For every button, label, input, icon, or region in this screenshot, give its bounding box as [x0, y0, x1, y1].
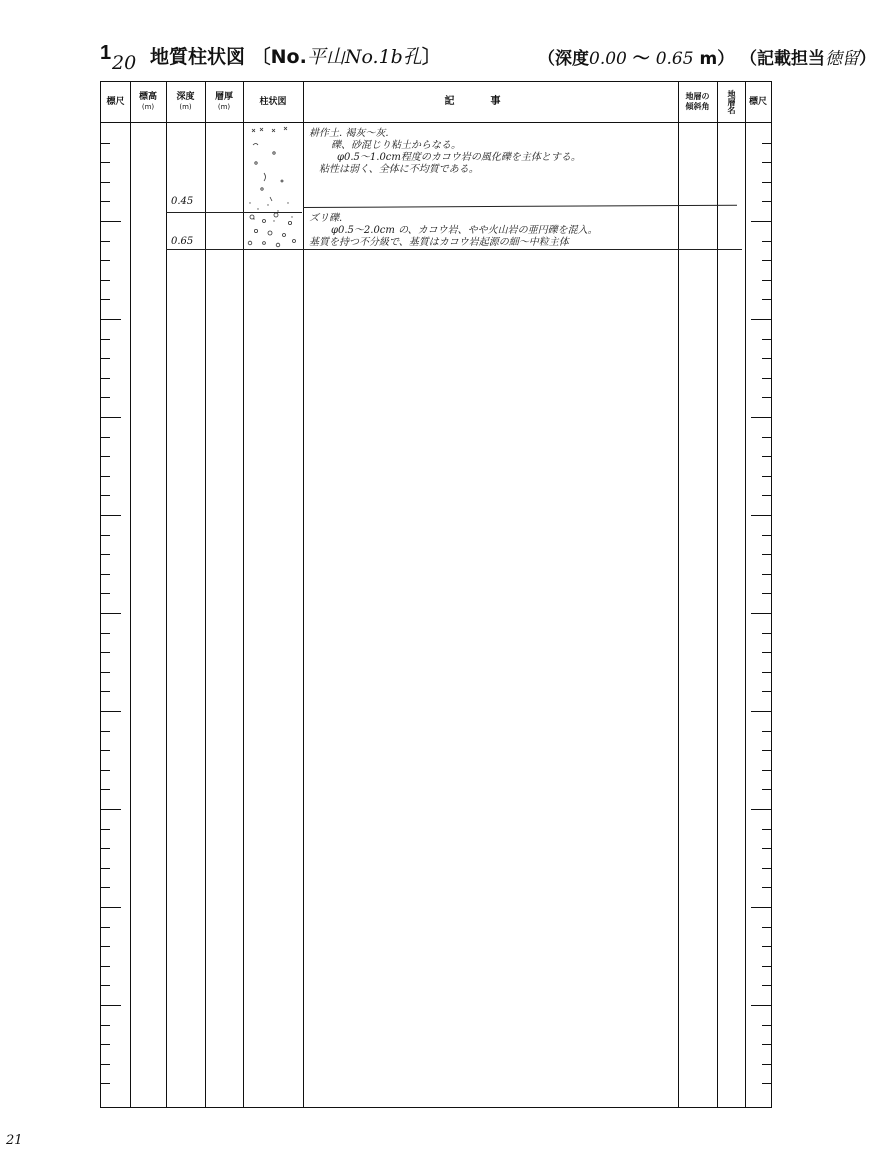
gravel-circle — [250, 215, 254, 219]
person-in-charge: （記載担当徳留） — [740, 49, 876, 69]
gravel-dot — [281, 180, 283, 182]
scale-tick-left — [101, 319, 121, 320]
scale-tick-right — [762, 750, 771, 751]
scale-tick-left — [101, 966, 110, 967]
scale-tick-left — [101, 1083, 110, 1084]
scale-tick-left — [101, 476, 110, 477]
scale-tick-right — [751, 1005, 771, 1006]
gravel-circle — [276, 243, 280, 247]
scale-tick-right — [751, 711, 771, 712]
scale-tick-right — [762, 593, 771, 594]
scale-tick-left — [101, 437, 110, 438]
scale-tick-left — [101, 1005, 121, 1006]
scale-denominator: 20 — [112, 52, 137, 74]
column-pattern — [244, 123, 302, 249]
scale-tick-right — [762, 535, 771, 536]
title-main — [150, 42, 441, 69]
soil-symbol — [264, 173, 266, 181]
scale-tick-left — [101, 750, 110, 751]
scale-tick-left — [101, 829, 110, 830]
scale-tick-left — [101, 907, 121, 908]
layer-description-1: 耕作土. 褐灰～灰. 礫、砂混じり粘土からなる。 φ0.5～1.0cm程度のカコウ岩の風化礫を主体とする。 粘性は弱く、全体に不均質である。 — [309, 128, 581, 175]
scale-tick-left — [101, 711, 121, 712]
scale-tick-right — [762, 495, 771, 496]
header-elevation: 標高 (m) — [138, 92, 157, 111]
scale-tick-right — [762, 672, 771, 673]
layer-depth: 0.65 — [171, 236, 194, 247]
scale-tick-right — [762, 633, 771, 634]
borehole-name: 平山No.1b孔 — [306, 46, 422, 68]
scale-tick-right — [762, 554, 771, 555]
scale-tick-right — [762, 378, 771, 379]
fine-dot — [291, 216, 292, 217]
col-sep — [205, 82, 206, 1107]
col-sep — [745, 82, 746, 1107]
scale-tick-right — [762, 770, 771, 771]
layer-boundary — [166, 249, 742, 250]
scale-tick-left — [101, 652, 110, 653]
scale-tick-left — [101, 143, 110, 144]
gravel-dot — [255, 162, 257, 164]
layer-boundary — [303, 205, 737, 208]
charge-name: 徳留 — [825, 49, 859, 69]
col-sep — [130, 82, 131, 1107]
header-thickness: 層厚 (m) — [214, 92, 233, 111]
scale-tick-left — [101, 770, 110, 771]
soil-symbol — [252, 129, 255, 132]
header-dip-angle: 地層の 傾斜角 — [685, 92, 710, 111]
scale-tick-right — [762, 887, 771, 888]
scale-tick-right — [762, 829, 771, 830]
scale-tick-right — [762, 1025, 771, 1026]
scale-tick-right — [762, 1044, 771, 1045]
scale-tick-right — [751, 319, 771, 320]
header-column: 柱状図 — [259, 97, 287, 107]
scale-tick-left — [101, 417, 121, 418]
depth-from: 0.00 — [589, 49, 627, 69]
scale-tick-right — [762, 397, 771, 398]
scale-tick-left — [101, 1044, 110, 1045]
scale-tick-left — [101, 613, 121, 614]
scale-tick-right — [762, 946, 771, 947]
scale-tick-left — [101, 1025, 110, 1026]
fine-dot — [277, 210, 278, 211]
scale-tick-left — [101, 495, 110, 496]
gravel-circle — [293, 240, 296, 243]
soil-symbol — [253, 144, 258, 146]
scale-tick-right — [762, 358, 771, 359]
header-scale-left: 標尺 — [106, 97, 125, 107]
scale-tick-left — [101, 593, 110, 594]
gravel-circle — [283, 234, 286, 237]
scale-tick-right — [762, 691, 771, 692]
document-title — [100, 40, 876, 74]
scale-tick-right — [751, 417, 771, 418]
soil-symbol — [270, 197, 272, 201]
scale-tick-right — [751, 809, 771, 810]
scale-tick-left — [101, 691, 110, 692]
header-record: 記事 — [444, 96, 537, 107]
scale-tick-right — [762, 280, 771, 281]
fine-dot — [257, 208, 258, 209]
title-text: 地質柱状図 — [150, 46, 246, 68]
header-divider — [101, 122, 771, 123]
gravel-dot — [261, 188, 263, 190]
scale-tick-right — [762, 162, 771, 163]
scale-tick-left — [101, 162, 110, 163]
scale-tick-left — [101, 515, 121, 516]
gravel-circle — [288, 221, 291, 224]
scale-tick-left — [101, 241, 110, 242]
scale-tick-right — [762, 260, 771, 261]
scale-tick-right — [762, 182, 771, 183]
no-suffix: 〕 — [421, 46, 441, 68]
scale-tick-left — [101, 868, 110, 869]
soil-symbol — [260, 128, 263, 131]
scale-tick-left — [101, 789, 110, 790]
gravel-circle — [254, 229, 257, 232]
scale-tick-right — [762, 241, 771, 242]
scale-tick-right — [762, 652, 771, 653]
depth-to: 0.65 — [655, 49, 694, 69]
fine-dot — [249, 202, 250, 203]
fine-dot — [267, 204, 268, 205]
scale-numerator: 1 — [100, 42, 112, 64]
fine-dot — [287, 202, 288, 203]
depth-range: （深度0.00 ～ 0.65 m） — [538, 49, 735, 69]
header-formation: 地層名 — [727, 90, 736, 114]
gravel-circle — [274, 213, 278, 217]
soil-symbol — [272, 129, 275, 132]
col-sep — [303, 82, 304, 1107]
scale-tick-left — [101, 378, 110, 379]
scale-tick-right — [751, 221, 771, 222]
scale-tick-right — [762, 985, 771, 986]
scale-tick-left — [101, 985, 110, 986]
header-scale-right: 標尺 — [748, 97, 767, 107]
scale-tick-left — [101, 339, 110, 340]
scale-tick-left — [101, 1064, 110, 1065]
boring-log-table — [100, 81, 772, 1108]
scale-tick-left — [101, 946, 110, 947]
layer-depth: 0.45 — [171, 196, 194, 207]
gravel-circle — [263, 220, 266, 223]
scale-tick-left — [101, 201, 110, 202]
scale-tick-right — [762, 1064, 771, 1065]
col-sep — [678, 82, 679, 1107]
header-depth: 深度 (m) — [176, 92, 195, 111]
scale-tick-right — [762, 339, 771, 340]
scale-tick-right — [762, 731, 771, 732]
scale-tick-right — [762, 966, 771, 967]
scale-tick-left — [101, 299, 110, 300]
scale-tick-left — [101, 535, 110, 536]
scale-tick-right — [762, 574, 771, 575]
layer-description-2: ズリ礫. φ0.5～2.0cm の、カコウ岩、やや火山岩の亜円礫を混入。 基質を持つ不分級で、基質はカコウ岩起源の細～中粒主体 — [309, 213, 598, 248]
scale-tick-left — [101, 182, 110, 183]
gravel-circle — [263, 242, 266, 245]
gravel-circle — [248, 241, 252, 245]
scale-tick-left — [101, 456, 110, 457]
scale-tick-left — [101, 887, 110, 888]
col-sep — [166, 82, 167, 1107]
gravel-circle — [268, 231, 272, 235]
fine-dot — [273, 220, 274, 221]
scale-tick-right — [762, 201, 771, 202]
scale-tick-right — [762, 143, 771, 144]
no-prefix: 〔No. — [251, 46, 307, 68]
scale-tick-right — [762, 1083, 771, 1084]
gravel-dot — [273, 152, 275, 154]
scale-tick-left — [101, 731, 110, 732]
scale-tick-left — [101, 574, 110, 575]
scale-tick-right — [762, 456, 771, 457]
soil-symbol — [284, 127, 287, 130]
scale-tick-right — [751, 515, 771, 516]
scale-tick-left — [101, 809, 121, 810]
scale-tick-left — [101, 633, 110, 634]
scale-tick-right — [762, 927, 771, 928]
scale-tick-right — [762, 868, 771, 869]
scale-tick-left — [101, 848, 110, 849]
scale-tick-right — [751, 907, 771, 908]
page-mark: 21 — [6, 1133, 23, 1148]
scale-tick-right — [751, 613, 771, 614]
scale-tick-right — [762, 789, 771, 790]
scale-tick-right — [762, 437, 771, 438]
scale-tick-left — [101, 221, 121, 222]
scale-tick-left — [101, 397, 110, 398]
scale-tick-right — [762, 299, 771, 300]
scale-tick-left — [101, 280, 110, 281]
col-sep — [717, 82, 718, 1107]
scale-tick-right — [762, 848, 771, 849]
scale-tick-left — [101, 672, 110, 673]
scale-tick-left — [101, 260, 110, 261]
scale-tick-right — [762, 476, 771, 477]
scale-tick-left — [101, 554, 110, 555]
scale-tick-left — [101, 927, 110, 928]
scale-tick-left — [101, 358, 110, 359]
